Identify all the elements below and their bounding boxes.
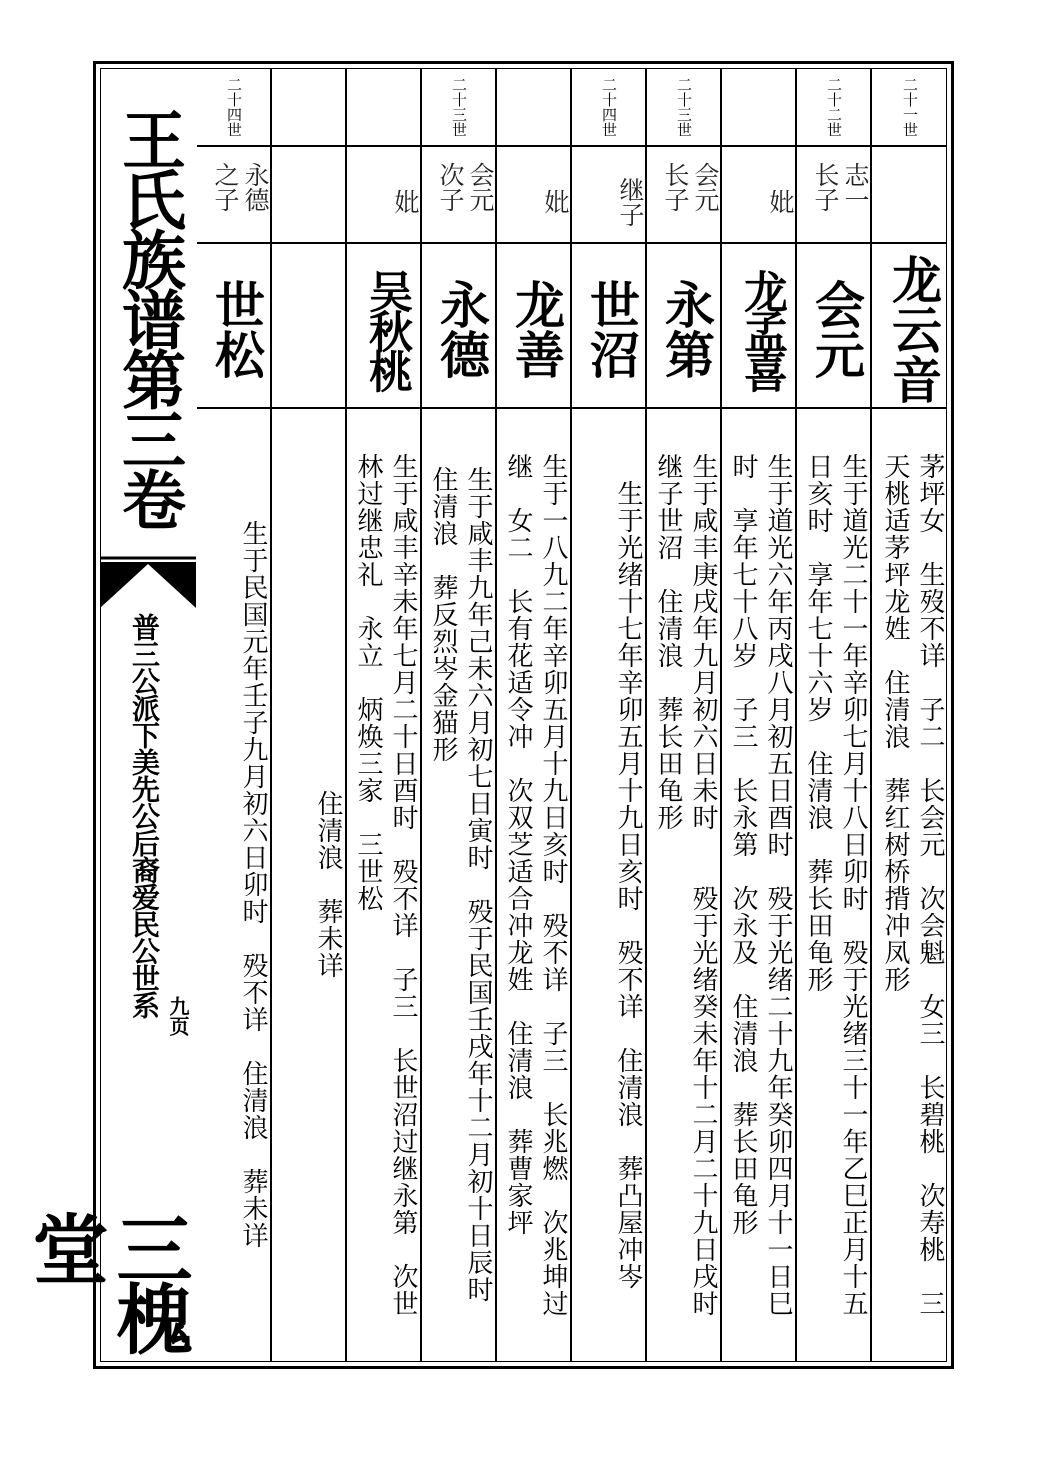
generation-label bbox=[497, 68, 570, 145]
generation-label: 二十三世 bbox=[675, 76, 693, 137]
person-name: 龙云音 bbox=[884, 253, 943, 404]
generation-label bbox=[272, 68, 345, 145]
genealogy-column bbox=[872, 68, 947, 1362]
generation-label: 二十二世 bbox=[825, 76, 843, 137]
relation-label: 继子 bbox=[616, 176, 645, 227]
lineage-subtitle: 普三公派下美先公后裔爱民公世系 bbox=[128, 613, 161, 1018]
relation-label: 会元 次子 bbox=[436, 162, 495, 212]
person-name: 永德 bbox=[432, 278, 491, 379]
biography-text: 生于咸丰九年己未六月初七日寅时 殁于民国壬戌年十二月初十日辰时 住清浪 葬反烈岑金猫形 bbox=[428, 466, 493, 1303]
biography-text: 生于咸丰辛未年七月二十日酉时 殁不详 子三 长世沼过继永第 次世 林过继忠礼 永立 炳焕三家 三世松 bbox=[353, 452, 418, 1317]
biography-text: 生于道光六年丙戌八月初五日酉时 殁于光绪二十九年癸卯四月十一日巳 时 享年七十八岁 子三 长永第 次永及 住清浪 葬长田龟形 bbox=[728, 452, 793, 1317]
generation-label: 二十四世 bbox=[225, 76, 243, 137]
hall-name: 三槐堂 bbox=[20, 1210, 193, 1350]
relation-label bbox=[272, 146, 345, 241]
biography-text: 茅坪女 生歿不详 子二 长会元 次会魁 女三 长碧桃 次寿桃 三 天桃适茅坪龙姓 住清浪 葬红树桥揹冲凤形 bbox=[880, 452, 945, 1317]
person-name: 龙孟喜 bbox=[736, 268, 787, 389]
genealogy-column bbox=[572, 68, 647, 1362]
biography-text: 生于一八九二年辛卯五月十九日亥时 殁不详 子三 长兆燃 次兆坤过 继 女二 长有花适令冲 次双芝适合冲龙姓 住清浪 葬曹家坪 bbox=[503, 452, 568, 1317]
person-name: 会元 bbox=[807, 278, 866, 379]
generation-label: 二十三世 bbox=[450, 76, 468, 137]
person-name: 世松 bbox=[207, 278, 266, 379]
person-name: 龙善 bbox=[507, 278, 566, 379]
page-number: 九页 bbox=[166, 996, 190, 1036]
relation-label: 妣 bbox=[541, 189, 570, 214]
generation-label bbox=[347, 68, 420, 145]
genealogy-grid bbox=[197, 68, 947, 1362]
person-name bbox=[272, 243, 345, 408]
genealogy-column bbox=[272, 68, 347, 1362]
genealogy-column bbox=[647, 68, 722, 1362]
relation-label: 妣 bbox=[391, 189, 420, 214]
generation-label: 二十四世 bbox=[600, 76, 618, 137]
fishtail-ornament-icon bbox=[100, 556, 196, 616]
person-name: 永第 bbox=[657, 278, 716, 379]
relation-label: 永德 之子 bbox=[211, 162, 270, 212]
genealogy-column bbox=[197, 68, 272, 1362]
biography-text: 生于咸丰庚戌年九月初六日未时 殁于光绪癸未年十二月二十九日戌时 继子世沼 住清浪 葬长田龟形 bbox=[653, 452, 718, 1317]
person-name: 吴秋桃 bbox=[361, 268, 412, 389]
person-name: 世沼 bbox=[582, 278, 641, 379]
biography-text: 住清浪 葬未详 bbox=[313, 790, 343, 979]
genealogy-column bbox=[722, 68, 797, 1362]
generation-label bbox=[722, 68, 795, 145]
book-title: 王氏族谱第三卷 bbox=[111, 107, 186, 527]
generation-label: 二十一世 bbox=[901, 76, 919, 137]
genealogy-column bbox=[422, 68, 497, 1362]
relation-label: 会元 长子 bbox=[661, 162, 720, 212]
relation-label bbox=[872, 146, 947, 241]
genealogy-column bbox=[347, 68, 422, 1362]
relation-label: 志一 长子 bbox=[811, 162, 870, 212]
biography-text: 生于道光二十一年辛卯七月十八日卯时 殁于光绪三十一年乙巳正月十五 日亥时 享年七十六岁 住清浪 葬长田龟形 bbox=[803, 452, 868, 1317]
biography-text: 生于民国元年壬子九月初六日卯时 殁不详 住清浪 葬未详 bbox=[238, 520, 268, 1249]
relation-label: 妣 bbox=[766, 189, 795, 214]
biography-text: 生于光绪十七年辛卯五月十九日亥时 殁不详 住清浪 葬凸屋冲岑 bbox=[613, 479, 643, 1290]
genealogy-column bbox=[497, 68, 572, 1362]
spine-panel bbox=[20, 68, 196, 1362]
genealogy-column bbox=[797, 68, 872, 1362]
